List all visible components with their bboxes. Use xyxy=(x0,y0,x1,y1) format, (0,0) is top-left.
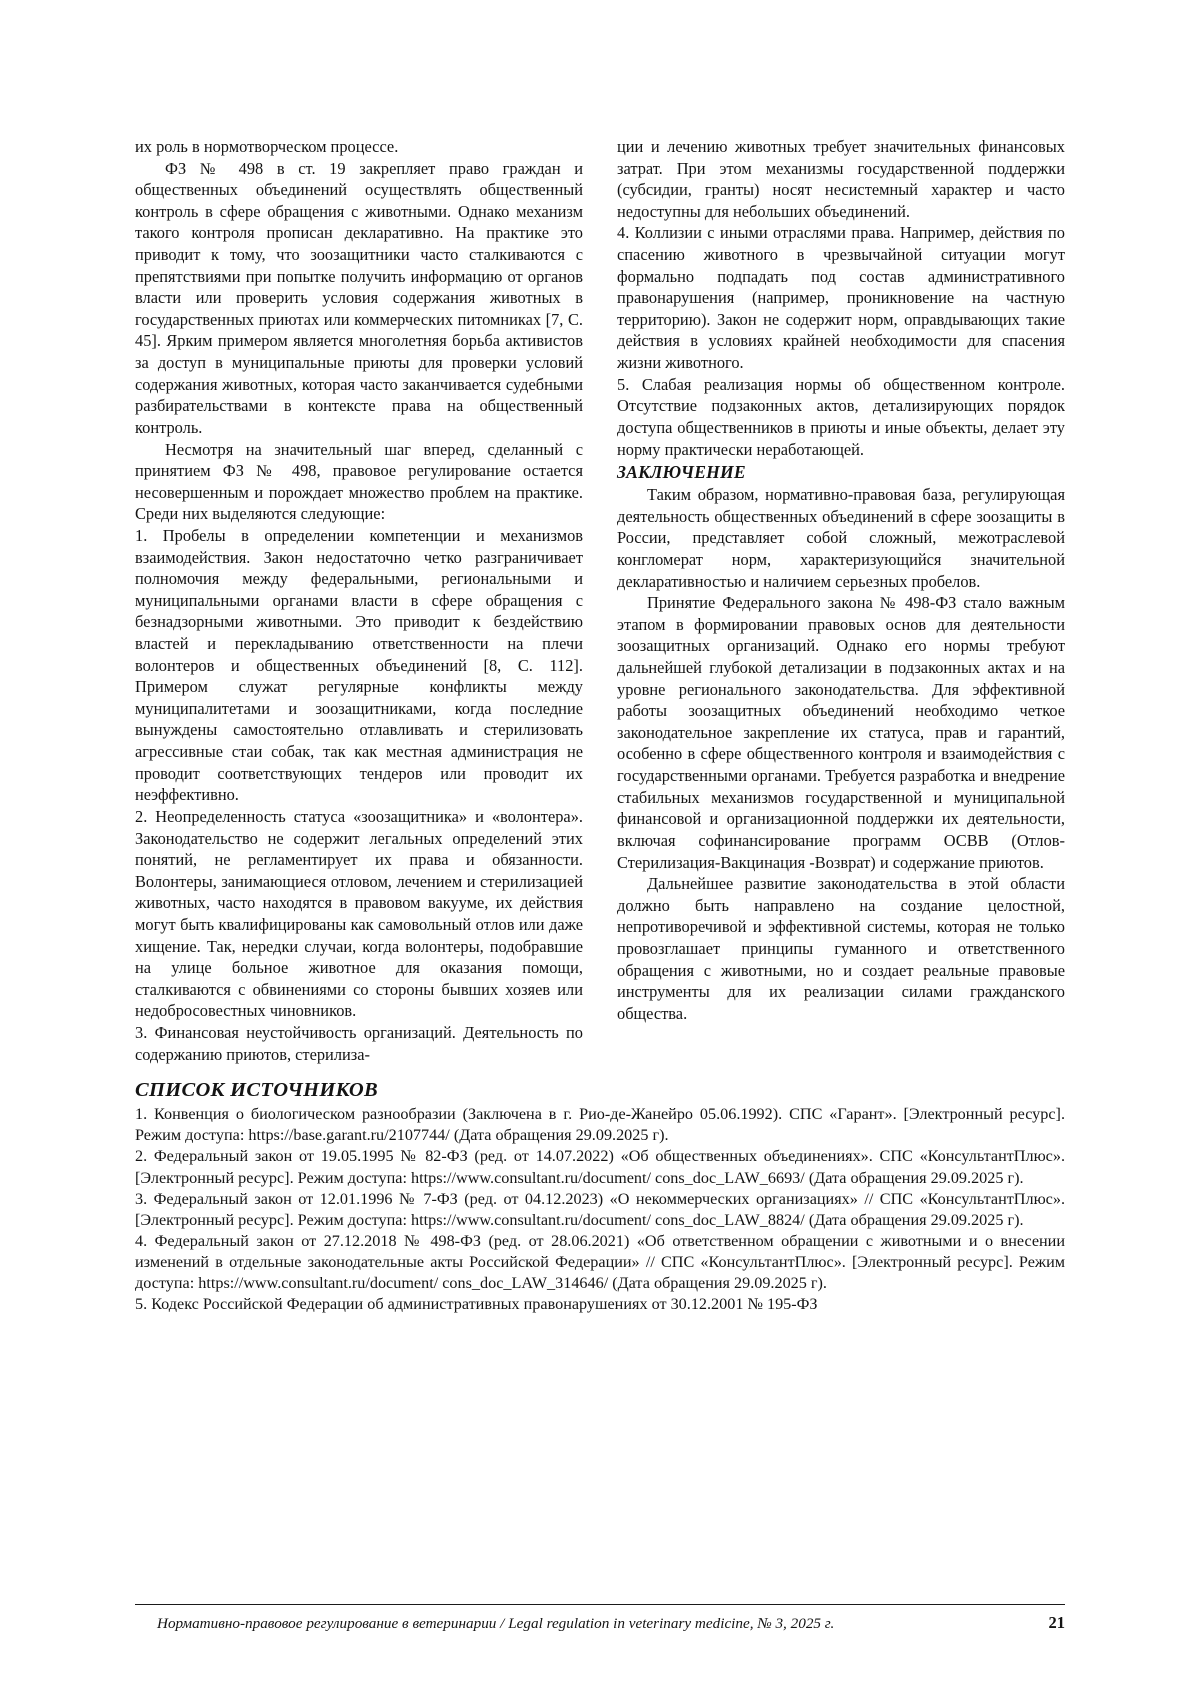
paragraph: Дальнейшее развитие законодательства в этой области должно быть направлено на создание целостной, непротиворечивой и эффективной системы, которая не только провозглашает принципы гуманного и ответственного обращения с животными, но и создает реальные правовые инструменты для их реализации силами гражданского общества. xyxy=(617,874,1065,1023)
section-heading-sources: СПИСОК ИСТОЧНИКОВ xyxy=(135,1079,378,1102)
reference-list xyxy=(135,1104,1065,1315)
paragraph: 1. Пробелы в определении компетенции и механизмов взаимодействия. Закон недостаточно четко разграничивает полномочия между федеральными, региональными и муниципальными органами власти в сфере обращения с безнадзорными животными. Это приводит к бездействию властей и перекладыванию ответственности на плечи волонтеров и общественных объединений [8, С. 112]. Примером служат регулярные конфликты между муниципалитетами и зоозащитниками, когда последние вынуждены самостоятельно отлавливать и стерилизовать агрессивные стаи собак, так как местная администрация не проводит соответствующих тендеров или проводит их неэффективно. xyxy=(135,525,583,805)
footer-journal-info: Нормативно-правовое регулирование в ветеринарии / Legal regulation in veterinary medicine, № 3, 2025 г. xyxy=(157,1615,835,1632)
paragraph: Несмотря на значительный шаг вперед, сделанный с принятием ФЗ № 498, правовое регулирование остается несовершенным и порождает множество проблем на практике. Среди них выделяются следующие: xyxy=(135,439,583,524)
paragraph: 4. Коллизии с иными отраслями права. Например, действия по спасению животного в чрезвычайной ситуации могут формально подпадать под состав административного правонарушения (например, проникновение на частную территорию). Закон не содержит норм, оправдывающих такие действия в условиях крайней необходимости для спасения жизни животного. xyxy=(617,223,1065,373)
right-column xyxy=(617,136,1065,1024)
section-heading-conclusion: ЗАКЛЮЧЕНИЕ xyxy=(617,462,746,483)
paragraph: Таким образом, нормативно-правовая база, регулирующая деятельность общественных объединений в сфере зоозащиты в России, представляет собой сложный, межотраслевой конгломерат норм, характеризующийся значительной декларативностью и наличием серьезных пробелов. xyxy=(617,485,1065,591)
paragraph: 3. Финансовая неустойчивость организаций. Деятельность по содержанию приютов, стерилиза- xyxy=(135,1022,583,1064)
reference-item: 1. Конвенция о биологическом разнообразии (Заключена в г. Рио-де-Жанейро 05.06.1992). СПС «Гарант». [Электронный ресурс]. Режим доступа: https://base.garant.ru/2107744/ (Дата обращения 29.09.2025 г). xyxy=(135,1105,1065,1145)
paragraph: 5. Слабая реализация нормы об общественном контроле. Отсутствие подзаконных актов, детализирующих порядок доступа общественников в приюты и иные объекты, делает эту норму практически неработающей. xyxy=(617,374,1065,459)
paragraph: ФЗ № 498 в ст. 19 закрепляет право граждан и общественных объединений осуществлять общественный контроль в сфере обращения с животными. Однако механизм такого контроля прописан декларативно. На практике это приводит к тому, что зоозащитники часто сталкиваются с препятствиями при попытке получить информацию от органов власти или проверить условия содержания животных в государственных приютах или коммерческих питомниках [7, С. 45]. Ярким примером является многолетняя борьба активистов за доступ в муниципальные приюты для проверки условий содержания животных, которая часто заканчивается судебными разбирательствами в контексте права на общественный контроль. xyxy=(135,158,583,437)
paragraph: 2. Неопределенность статуса «зоозащитника» и «волонтера». Законодательство не содержит легальных определений этих понятий, не регламентирует их права и обязанности. Волонтеры, занимающиеся отловом, лечением и стерилизацией животных, часто находятся в правовом вакууме, их действия могут быть квалифицированы как самовольный отлов или даже хищение. Так, нередки случаи, когда волонтеры, подобравшие на улице больное животное для оказания помощи, сталкиваются с обвинениями со стороны бывших хозяев или недобросовестных чиновников. xyxy=(135,806,583,1021)
page-number: 21 xyxy=(1048,1613,1065,1632)
reference-item: 4. Федеральный закон от 27.12.2018 № 498-ФЗ (ред. от 28.06.2021) «Об ответственном обращении с животными и о внесении изменений в отдельные законодательные акты Российской Федерации» // СПС «КонсультантПлюс». [Электронный ресурс]. Режим доступа: https://www.consultant.ru/document/ cons_doc_LAW_314646/ (Дата обращения 29.09.2025 г). xyxy=(135,1232,1065,1293)
two-column-body xyxy=(135,136,1065,1065)
paragraph: Принятие Федерального закона № 498-ФЗ стало важным этапом в формировании правовых основ для деятельности зоозащитных организаций. Однако его нормы требуют дальнейшей глубокой детализации в подзаконных актах и на уровне регионального законодательства. Для эффективной работы зоозащитных объединений необходимо четкое законодательное закрепление их статуса, прав и гарантий, особенно в сфере общественного контроля и взаимодействия с государственными органами. Требуется разработка и внедрение стабильных механизмов государственной и муниципальной финансовой и организационной поддержки их деятельности, включая софинансирование программ ОСВВ (Отлов-Стерилизация-Вакцинация -Возврат) и содержание приютов. xyxy=(617,593,1065,872)
reference-item: 2. Федеральный закон от 19.05.1995 № 82-ФЗ (ред. от 14.07.2022) «Об общественных объединениях». СПС «КонсультантПлюс». [Электронный ресурс]. Режим доступа: https://www.consultant.ru/document/ cons_doc_LAW_6693/ (Дата обращения 29.09.2025 г). xyxy=(135,1147,1065,1187)
paragraph: ции и лечению животных требует значительных финансовых затрат. При этом механизмы государственной поддержки (субсидии, гранты) носят несистемный характер и часто недоступны для небольших объединений. xyxy=(617,137,1065,221)
page-footer xyxy=(135,1604,1065,1633)
left-column xyxy=(135,136,583,1065)
paragraph: их роль в нормотворческом процессе. xyxy=(135,137,399,156)
reference-item: 3. Федеральный закон от 12.01.1996 № 7-ФЗ (ред. от 04.12.2023) «О некоммерческих организациях» // СПС «КонсультантПлюс». [Электронный ресурс]. Режим доступа: https://www.consultant.ru/document/ cons_doc_LAW_8824/ (Дата обращения 29.09.2025 г). xyxy=(135,1189,1065,1229)
reference-item: 5. Кодекс Российской Федерации об административных правонарушениях от 30.12.2001 № 195-ФЗ xyxy=(135,1295,818,1314)
